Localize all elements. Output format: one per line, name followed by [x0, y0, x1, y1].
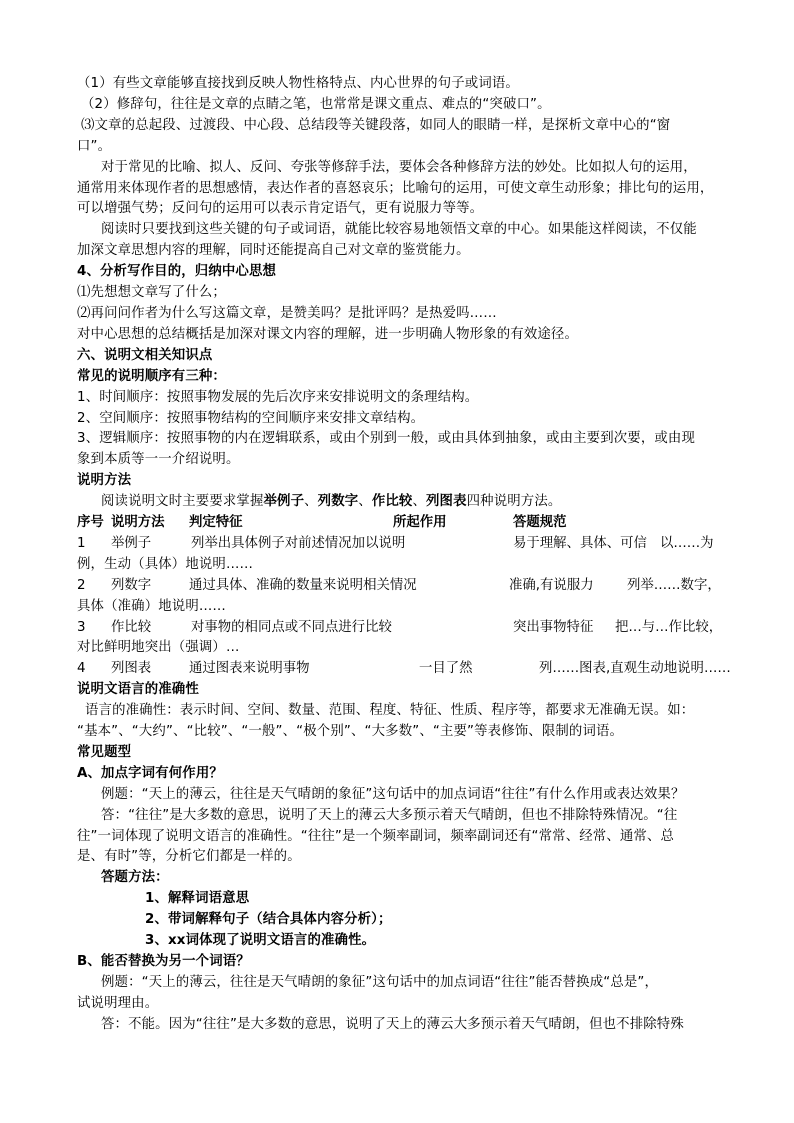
table-row-continuation: 具体（准确）地说明…… [77, 598, 226, 614]
paragraph-line: 通常用来体现作者的思想感情，表达作者的喜怒哀乐；比喻句的运用，可使文章生动形象；排比句的运用， [77, 180, 714, 196]
header-num: 序号 [77, 515, 104, 531]
text-line: 象到本质等一一介绍说明。 [77, 452, 240, 468]
paragraph-line [77, 492, 727, 513]
cell-method: 列数字 [111, 577, 152, 593]
text-line: ⑶文章的总起段、过渡段、中心段、总结段等关键段落，如同人的眼睛一样，是探析文章中心的“窗 [81, 117, 671, 133]
cell-answer: 列举……数字， [627, 577, 721, 593]
subheading: 常见题型 [77, 744, 132, 760]
table-row [77, 618, 727, 639]
paragraph-line: 语言的准确性：表示时间、空间、数量、范围、程度、特征、性质、程序等，都要求无准确无误。如： [85, 703, 695, 719]
answer-step: 1、解释词语意思 [145, 891, 250, 907]
paragraph-line: 答：不能。因为“往往”是大多数的意思，说明了天上的薄云大多预示着天气晴朗，但也不排除特殊 [101, 1016, 684, 1032]
paragraph-line: 例题：“天上的薄云，往往是天气晴朗的象征”这句话中的加点词语“往往”有什么作用或表达效果？ [101, 786, 685, 802]
answer-method-heading: 答题方法： [101, 870, 169, 886]
text-line: 对中心思想的总结概括是加深对课文内容的理解，进一步明确人物形象的有效途径。 [77, 326, 579, 342]
cell-method: 举例子 [111, 535, 152, 551]
table-row [77, 576, 727, 597]
cell-method: 作比较 [111, 619, 152, 635]
cell-effect: 一目了然 [419, 661, 473, 677]
table-row-continuation: 例，生动（具体）地说明…… [77, 556, 254, 572]
text-line: 3、逻辑顺序：按照事物的内在逻辑联系，或由个别到一般，或由具体到抽象，或由主要到次要，或由现 [77, 431, 695, 447]
table-row [77, 534, 727, 555]
cell-feature: 列举出具体例子对前述情况加以说明 [191, 535, 406, 551]
table-row [77, 659, 731, 680]
cell-num: 4 [77, 661, 86, 677]
paragraph-line: 可以增强气势；反问句的运用可以表示肯定语气，更有说服力等等。 [77, 201, 484, 217]
bold-term: 列数字 [317, 494, 359, 510]
cell-num: 3 [77, 619, 86, 635]
cell-feature: 通过图表来说明事物 [189, 661, 310, 677]
paragraph-line: 阅读时只要找到这些关键的句子或词语，就能比较容易地领悟文章的中心。如果能这样阅读，不仅能 [101, 222, 697, 238]
header-effect: 所起作用 [393, 515, 447, 531]
paragraph-line: 答：“往往”是大多数的意思，说明了天上的薄云大多预示着天气晴朗，但也不排除特殊情况。“往 [101, 807, 678, 823]
subheading: 说明文语言的准确性 [77, 682, 199, 698]
text-run: 阅读说明文时主要要求掌握 [101, 494, 264, 510]
answer-step: 2、带词解释句子（结合具体内容分析）； [145, 912, 392, 928]
cell-num: 1 [77, 535, 86, 551]
cell-method: 列图表 [111, 661, 152, 677]
bold-term: 作比较 [371, 494, 413, 510]
question-type-heading: A、加点字词有何作用？ [77, 765, 223, 781]
header-answer: 答题规范 [513, 515, 567, 531]
paragraph-line: 例题：“天上的薄云，往往是天气晴朗的象征”这句话中的加点词语“往往”能否替换成“总是”， [101, 974, 659, 990]
text-line: ⑴先想想文章写了什么； [77, 285, 226, 301]
paragraph-line: 是、有时”等，分析它们都是一样的。 [77, 849, 301, 865]
cell-num: 2 [77, 577, 86, 593]
text-line: 1、时间顺序：按照事物发展的先后次序来安排说明文的条理结构。 [77, 389, 479, 405]
cell-answer: 列……图表,直观生动地说明…… [539, 661, 731, 677]
paragraph-line: “基本”、“大约”、“比较”、“一般”、“极个别”、“大多数”、“主要”等表修饰、限制的词语。 [77, 724, 624, 740]
cell-answer: 把…与…作比较， [615, 619, 723, 635]
table-row-continuation: 对比鲜明地突出（强调）… [77, 640, 240, 656]
cell-feature: 通过具体、准确的数量来说明相关情况 [189, 577, 417, 593]
cell-effect: 突出事物特征 [513, 619, 594, 635]
cell-effect: 易于理解、具体、可信 [513, 535, 647, 551]
text-line: （1）有些文章能够直接找到反映人物性格特点、内心世界的句子或词语。 [77, 76, 519, 91]
section-heading: 六、说明文相关知识点 [77, 347, 213, 363]
cell-answer: 以……为 [660, 535, 714, 551]
subheading: 常见的说明顺序有三种： [77, 368, 226, 384]
bold-term: 列图表 [426, 494, 467, 510]
text-run: 、 [304, 494, 318, 510]
question-type-heading: B、能否替换为另一个词语？ [77, 953, 250, 969]
text-run: 、 [358, 494, 372, 510]
subheading: 说明方法 [77, 473, 132, 489]
cell-effect: 准确,有说服力 [509, 577, 594, 593]
paragraph-line: 试说明理由。 [77, 995, 159, 1011]
paragraph-line: 加深文章思想内容的理解，同时还能提高自己对文章的鉴赏能力。 [77, 243, 470, 259]
text-line: 口”。 [77, 138, 112, 154]
text-line: 2、空间顺序：按照事物结构的空间顺序来安排文章结构。 [77, 410, 425, 426]
text-run: 四种说明方法。 [466, 494, 562, 510]
document-page [77, 74, 731, 1036]
text-run: 、 [412, 494, 427, 510]
paragraph-line: 对于常见的比喻、拟人、反问、夸张等修辞手法，要体会各种修辞方法的妙处。比如拟人句的运用， [101, 159, 697, 175]
cell-feature: 对事物的相同点或不同点进行比较 [191, 619, 392, 635]
paragraph-line: 往”一词体现了说明文语言的准确性。“往往”是一个频率副词，频率副词还有“常常、经常、通常、总 [77, 828, 675, 844]
bold-term: 举例子 [263, 494, 305, 510]
header-method: 说明方法 [111, 515, 165, 531]
text-line: ⑵再问问作者为什么写这篇文章，是赞美吗？是批评吗？是热爱吗…… [77, 305, 497, 321]
section-heading: 4、分析写作目的，归纳中心思想 [77, 264, 277, 280]
answer-step: 3、xx词体现了说明文语言的准确性。 [145, 933, 376, 949]
header-feature: 判定特征 [189, 515, 243, 531]
table-header [77, 513, 727, 534]
text-line: （2）修辞句，往往是文章的点睛之笔，也常常是课文重点、难点的“突破口”。 [81, 96, 551, 112]
